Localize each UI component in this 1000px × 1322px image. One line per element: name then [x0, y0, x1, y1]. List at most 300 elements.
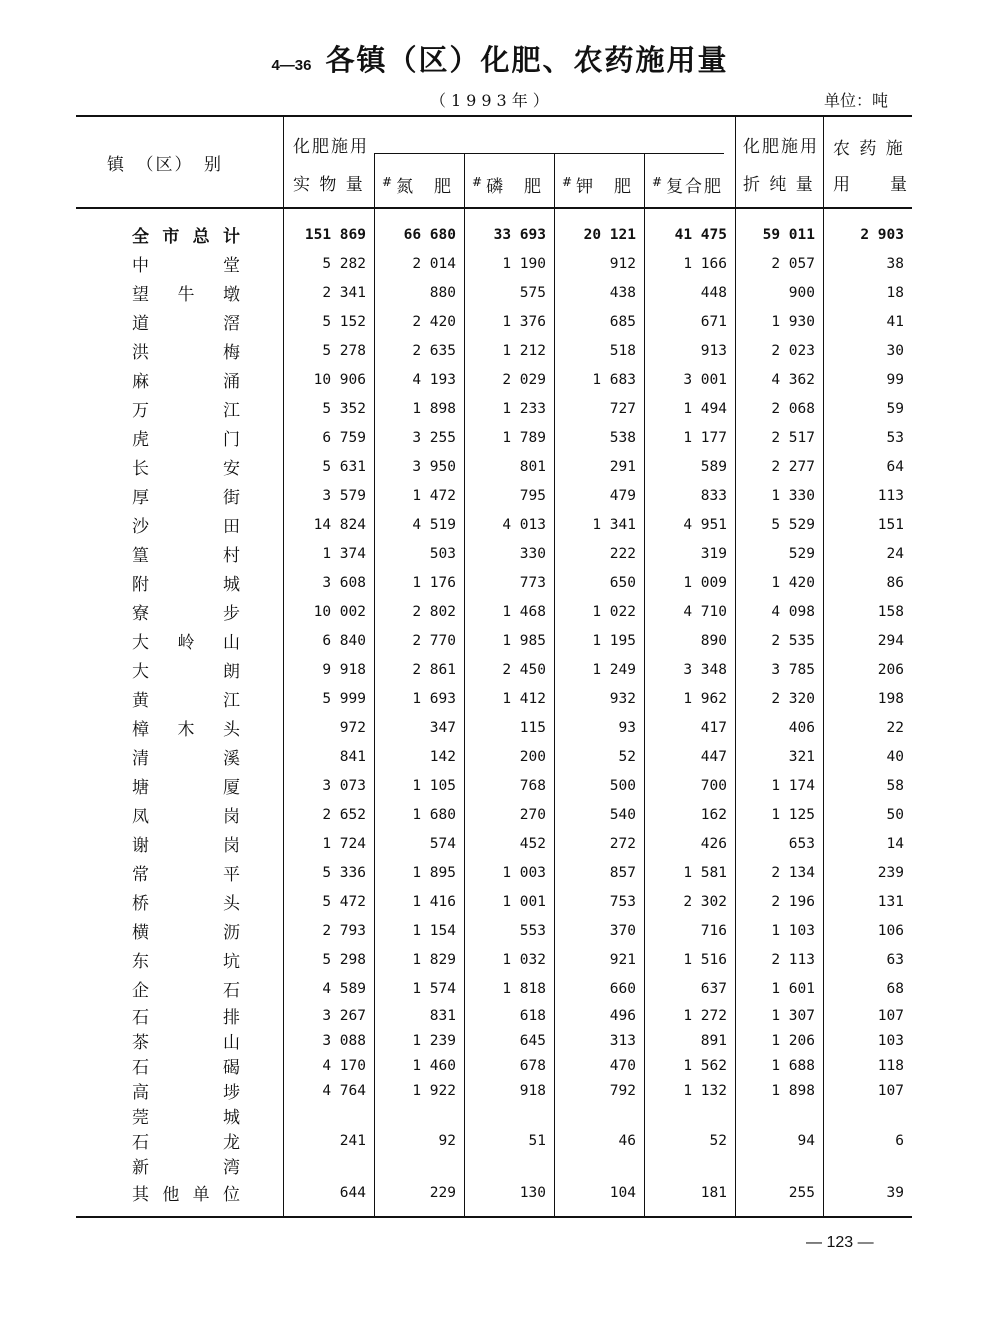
table-row [76, 713, 912, 742]
cell-value: 553 [519, 922, 546, 939]
cell-value: 3 088 [322, 1032, 366, 1049]
name-char: 茶 [132, 1033, 149, 1053]
name-char: 坑 [223, 952, 240, 972]
page-title [0, 38, 1000, 79]
cell-value: 3 255 [412, 429, 456, 446]
cell-value: 1 330 [771, 487, 815, 504]
row-name [76, 510, 283, 539]
row-name [76, 336, 283, 365]
header-bottom-rule [76, 207, 912, 209]
table-row [76, 481, 912, 510]
cell-value [644, 1153, 735, 1178]
cell-value: 2 770 [412, 632, 456, 649]
cell-value: 3 950 [412, 458, 456, 475]
page-number: — 123 — [806, 1234, 874, 1251]
name-char: 门 [223, 430, 240, 450]
name-char: 龙 [223, 1133, 240, 1153]
cell-value: 294 [877, 632, 904, 649]
table-row [76, 887, 912, 916]
name-char: 企 [132, 981, 149, 1001]
row-name-chars [132, 715, 240, 740]
cell-value: 40 [886, 748, 904, 765]
cell-value: 319 [700, 545, 727, 562]
cell-value: 1 930 [771, 313, 815, 330]
name-char: 岭 [177, 633, 195, 653]
row-name [76, 829, 283, 858]
table-row [76, 510, 912, 539]
name-char: 大 [132, 633, 149, 653]
name-char: 厦 [223, 778, 240, 798]
name-char: 樟 [132, 720, 149, 740]
cell-value: 4 193 [412, 371, 456, 388]
cell-value: 1 922 [412, 1082, 456, 1099]
table-row [76, 626, 912, 655]
cell-value: 142 [429, 748, 456, 765]
header-region: 镇 （区） 别 [107, 155, 223, 175]
row-name-chars [132, 744, 240, 769]
header-fert-actual-bottom: 实 物 量 [293, 175, 365, 195]
cell-value: 2 320 [771, 690, 815, 707]
cell-value: 1 249 [592, 661, 636, 678]
cell-value: 1 272 [683, 1007, 727, 1024]
cell-value: 753 [609, 893, 636, 910]
cell-value: 158 [877, 603, 904, 620]
cell-value: 1 132 [683, 1082, 727, 1099]
cell-value: 1 562 [683, 1057, 727, 1074]
cell-value: 1 416 [412, 893, 456, 910]
cell-value: 50 [886, 806, 904, 823]
name-char: 大 [132, 662, 149, 682]
name-char: 滘 [223, 314, 240, 334]
title-text: 各镇（区）化肥、农药施用量 [325, 43, 729, 77]
table-row [76, 1028, 912, 1053]
cell-value: 52 [618, 748, 636, 765]
cell-value: 106 [877, 922, 904, 939]
row-name-chars [132, 1053, 240, 1078]
data-table [76, 220, 912, 1207]
cell-value: 1 412 [502, 690, 546, 707]
row-name-chars [132, 860, 240, 885]
row-name [76, 1003, 283, 1028]
cell-value: 52 [709, 1132, 727, 1149]
row-name [76, 307, 283, 336]
name-char: 他 [162, 1185, 180, 1205]
row-name-chars [132, 889, 240, 914]
cell-value: 1 683 [592, 371, 636, 388]
cell-value: 1 177 [683, 429, 727, 446]
cell-value: 650 [609, 574, 636, 591]
cell-value: 53 [886, 429, 904, 446]
header-phosphate: # 磷 肥 [472, 175, 544, 197]
table-row [76, 1178, 912, 1207]
cell-value: 1 239 [412, 1032, 456, 1049]
cell-value: 92 [438, 1132, 456, 1149]
header-pesticide-top: 农 药 施 [833, 139, 905, 159]
cell-value: 5 298 [322, 951, 366, 968]
cell-value: 1 829 [412, 951, 456, 968]
cell-value: 41 475 [674, 226, 727, 243]
table-number: 4—36 [271, 57, 312, 74]
cell-value: 107 [877, 1007, 904, 1024]
sub-header-rule [374, 153, 724, 154]
row-name [76, 858, 283, 887]
name-char: 横 [132, 923, 149, 943]
cell-value: 93 [618, 719, 636, 736]
cell-value: 1 174 [771, 777, 815, 794]
name-char: 万 [132, 401, 149, 421]
name-char: 洪 [132, 343, 149, 363]
cell-value: 115 [519, 719, 546, 736]
row-name [76, 539, 283, 568]
name-char: 涌 [223, 372, 240, 392]
cell-value: 3 579 [322, 487, 366, 504]
row-name [76, 452, 283, 481]
name-char: 埗 [223, 1083, 240, 1103]
name-char: 石 [223, 981, 240, 1001]
cell-value: 321 [788, 748, 815, 765]
name-char: 石 [132, 1058, 149, 1078]
cell-value: 417 [700, 719, 727, 736]
bottom-rule [76, 1216, 912, 1218]
row-name [76, 1128, 283, 1153]
cell-value: 86 [886, 574, 904, 591]
name-char: 堂 [223, 256, 240, 276]
cell-value: 1 166 [683, 255, 727, 272]
name-char: 溪 [223, 749, 240, 769]
cell-value: 1 516 [683, 951, 727, 968]
cell-value: 1 032 [502, 951, 546, 968]
cell-value: 645 [519, 1032, 546, 1049]
cell-value: 479 [609, 487, 636, 504]
cell-value: 1 376 [502, 313, 546, 330]
row-name-chars [132, 1028, 240, 1053]
row-name [76, 394, 283, 423]
name-char: 凤 [132, 807, 149, 827]
row-name-chars [132, 338, 240, 363]
name-char: 朗 [223, 662, 240, 682]
cell-value: 1 003 [502, 864, 546, 881]
row-name-chars [132, 1128, 240, 1153]
name-char: 东 [132, 952, 149, 972]
cell-value: 716 [700, 922, 727, 939]
row-name [76, 1028, 283, 1053]
cell-value: 2 023 [771, 342, 815, 359]
cell-value [283, 1103, 374, 1128]
name-char: 市 [162, 227, 180, 247]
name-char: 步 [223, 604, 240, 624]
row-name [76, 771, 283, 800]
cell-value: 932 [609, 690, 636, 707]
cell-value: 538 [609, 429, 636, 446]
table-row [76, 452, 912, 481]
cell-value: 3 348 [683, 661, 727, 678]
cell-value: 5 352 [322, 400, 366, 417]
name-char: 其 [132, 1185, 149, 1205]
row-name [76, 684, 283, 713]
cell-value: 229 [429, 1184, 456, 1201]
name-char: 道 [132, 314, 149, 334]
cell-value: 1 898 [412, 400, 456, 417]
cell-value: 2 652 [322, 806, 366, 823]
cell-value: 1 724 [322, 835, 366, 852]
cell-value: 59 011 [762, 226, 815, 243]
row-name-chars [132, 541, 240, 566]
table-row [76, 423, 912, 452]
cell-value: 833 [700, 487, 727, 504]
table-row [76, 1128, 912, 1153]
cell-value: 890 [700, 632, 727, 649]
row-name-chars [132, 831, 240, 856]
table-row [76, 1078, 912, 1103]
name-char: 碣 [223, 1058, 240, 1078]
cell-value: 4 589 [322, 980, 366, 997]
table-row [76, 916, 912, 945]
cell-value: 1 688 [771, 1057, 815, 1074]
cell-value: 20 121 [583, 226, 636, 243]
cell-value [464, 1103, 554, 1128]
cell-value: 972 [339, 719, 366, 736]
cell-value: 1 818 [502, 980, 546, 997]
cell-value: 1 206 [771, 1032, 815, 1049]
cell-value: 370 [609, 922, 636, 939]
row-name-chars [132, 454, 240, 479]
cell-value: 1 895 [412, 864, 456, 881]
cell-value: 653 [788, 835, 815, 852]
name-char: 厚 [132, 488, 149, 508]
cell-value: 2 793 [322, 922, 366, 939]
name-char: 岗 [223, 807, 240, 827]
name-char: 沙 [132, 517, 149, 537]
top-rule [76, 115, 912, 117]
table-row [76, 1053, 912, 1078]
cell-value [735, 1153, 823, 1178]
cell-value: 1 154 [412, 922, 456, 939]
cell-value: 1 898 [771, 1082, 815, 1099]
name-char: 总 [192, 227, 210, 247]
table-body [76, 220, 912, 1207]
table-row [76, 597, 912, 626]
cell-value: 1 420 [771, 574, 815, 591]
name-char: 篁 [132, 546, 149, 566]
cell-value: 10 906 [313, 371, 366, 388]
cell-value: 63 [886, 951, 904, 968]
cell-value: 3 073 [322, 777, 366, 794]
cell-value: 118 [877, 1057, 904, 1074]
cell-value: 5 278 [322, 342, 366, 359]
name-char: 望 [132, 285, 149, 305]
cell-value: 792 [609, 1082, 636, 1099]
header-fert-actual-top: 化肥施用 [293, 137, 369, 157]
cell-value: 1 962 [683, 690, 727, 707]
cell-value: 94 [797, 1132, 815, 1149]
cell-value: 270 [519, 806, 546, 823]
header-nitrogen: # 氮 肥 [382, 175, 454, 197]
cell-value: 4 170 [322, 1057, 366, 1074]
name-char: 排 [223, 1008, 240, 1028]
row-name-chars [132, 483, 240, 508]
row-name [76, 278, 283, 307]
row-name [76, 1178, 283, 1207]
table-row [76, 568, 912, 597]
name-char: 山 [223, 633, 240, 653]
cell-value: 575 [519, 284, 546, 301]
cell-value: 503 [429, 545, 456, 562]
cell-value: 131 [877, 893, 904, 910]
cell-value: 3 608 [322, 574, 366, 591]
cell-value: 103 [877, 1032, 904, 1049]
row-name [76, 974, 283, 1003]
cell-value: 6 840 [322, 632, 366, 649]
cell-value: 162 [700, 806, 727, 823]
cell-value: 644 [339, 1184, 366, 1201]
row-name-chars [132, 1003, 240, 1028]
cell-value: 99 [886, 371, 904, 388]
cell-value: 727 [609, 400, 636, 417]
row-name-chars [132, 628, 240, 653]
name-char: 计 [222, 227, 240, 247]
cell-value: 540 [609, 806, 636, 823]
cell-value: 3 267 [322, 1007, 366, 1024]
cell-value: 151 869 [304, 226, 366, 243]
row-name-chars [132, 512, 240, 537]
table-row [76, 1153, 912, 1178]
name-char: 田 [223, 517, 240, 537]
cell-value: 1 460 [412, 1057, 456, 1074]
row-name [76, 220, 283, 249]
cell-value: 447 [700, 748, 727, 765]
cell-value: 470 [609, 1057, 636, 1074]
cell-value: 2 420 [412, 313, 456, 330]
cell-value: 700 [700, 777, 727, 794]
name-char: 江 [223, 401, 240, 421]
cell-value: 10 002 [313, 603, 366, 620]
name-char: 湾 [223, 1158, 240, 1178]
cell-value: 678 [519, 1057, 546, 1074]
row-name-chars [132, 773, 240, 798]
cell-value: 768 [519, 777, 546, 794]
cell-value: 18 [886, 284, 904, 301]
cell-value: 2 302 [683, 893, 727, 910]
name-char: 山 [223, 1033, 240, 1053]
cell-value: 1 341 [592, 516, 636, 533]
cell-value: 291 [609, 458, 636, 475]
row-name-chars [132, 251, 240, 276]
cell-value: 685 [609, 313, 636, 330]
cell-value: 496 [609, 1007, 636, 1024]
cell-value: 438 [609, 284, 636, 301]
cell-value: 1 125 [771, 806, 815, 823]
cell-value: 104 [609, 1184, 636, 1201]
cell-value: 921 [609, 951, 636, 968]
cell-value: 574 [429, 835, 456, 852]
header-compound: # 复合肥 [652, 175, 724, 197]
name-char: 石 [132, 1008, 149, 1028]
cell-value: 255 [788, 1184, 815, 1201]
name-char: 桥 [132, 894, 149, 914]
row-name [76, 1078, 283, 1103]
name-char: 石 [132, 1133, 149, 1153]
row-name [76, 1103, 283, 1128]
name-char: 附 [132, 575, 149, 595]
total-row [76, 220, 912, 249]
name-char: 梅 [223, 343, 240, 363]
row-name [76, 1053, 283, 1078]
row-name-chars [132, 425, 240, 450]
name-char: 头 [223, 720, 240, 740]
cell-value: 5 631 [322, 458, 366, 475]
name-char: 墩 [223, 285, 240, 305]
cell-value: 2 635 [412, 342, 456, 359]
header-potash: # 钾 肥 [562, 175, 634, 197]
cell-value: 2 029 [502, 371, 546, 388]
cell-value: 660 [609, 980, 636, 997]
row-name-chars [132, 1153, 240, 1178]
cell-value: 589 [700, 458, 727, 475]
cell-value [735, 1103, 823, 1128]
row-name-chars [132, 309, 240, 334]
cell-value: 151 [877, 516, 904, 533]
cell-value: 30 [886, 342, 904, 359]
cell-value: 2 341 [322, 284, 366, 301]
cell-value: 9 918 [322, 661, 366, 678]
name-char: 常 [132, 865, 149, 885]
cell-value: 900 [788, 284, 815, 301]
row-name-chars [132, 802, 240, 827]
header-fert-pure-bottom: 折 纯 量 [743, 175, 815, 195]
table-row [76, 655, 912, 684]
cell-value: 330 [519, 545, 546, 562]
cell-value: 1 190 [502, 255, 546, 272]
cell-value: 2 057 [771, 255, 815, 272]
cell-value: 3 001 [683, 371, 727, 388]
row-name [76, 945, 283, 974]
table-row [76, 974, 912, 1003]
cell-value: 1 009 [683, 574, 727, 591]
cell-value: 518 [609, 342, 636, 359]
name-char: 中 [132, 256, 149, 276]
name-char: 沥 [223, 923, 240, 943]
header-pesticide-bottom: 用 量 [833, 175, 909, 195]
cell-value: 618 [519, 1007, 546, 1024]
cell-value: 1 233 [502, 400, 546, 417]
cell-value [464, 1153, 554, 1178]
row-name-chars [132, 686, 240, 711]
cell-value: 2 277 [771, 458, 815, 475]
table-row [76, 307, 912, 336]
cell-value: 241 [339, 1132, 366, 1149]
name-char: 长 [132, 459, 149, 479]
cell-value: 5 282 [322, 255, 366, 272]
cell-value: 1 195 [592, 632, 636, 649]
cell-value: 671 [700, 313, 727, 330]
table-row [76, 1003, 912, 1028]
cell-value: 2 113 [771, 951, 815, 968]
cell-value: 4 519 [412, 516, 456, 533]
cell-value [283, 1153, 374, 1178]
cell-value: 1 574 [412, 980, 456, 997]
cell-value: 2 014 [412, 255, 456, 272]
table-row [76, 539, 912, 568]
cell-value: 58 [886, 777, 904, 794]
cell-value: 913 [700, 342, 727, 359]
name-char: 黄 [132, 691, 149, 711]
row-name [76, 655, 283, 684]
cell-value [374, 1103, 464, 1128]
cell-value: 4 362 [771, 371, 815, 388]
cell-value [554, 1103, 644, 1128]
cell-value: 2 196 [771, 893, 815, 910]
row-name [76, 423, 283, 452]
